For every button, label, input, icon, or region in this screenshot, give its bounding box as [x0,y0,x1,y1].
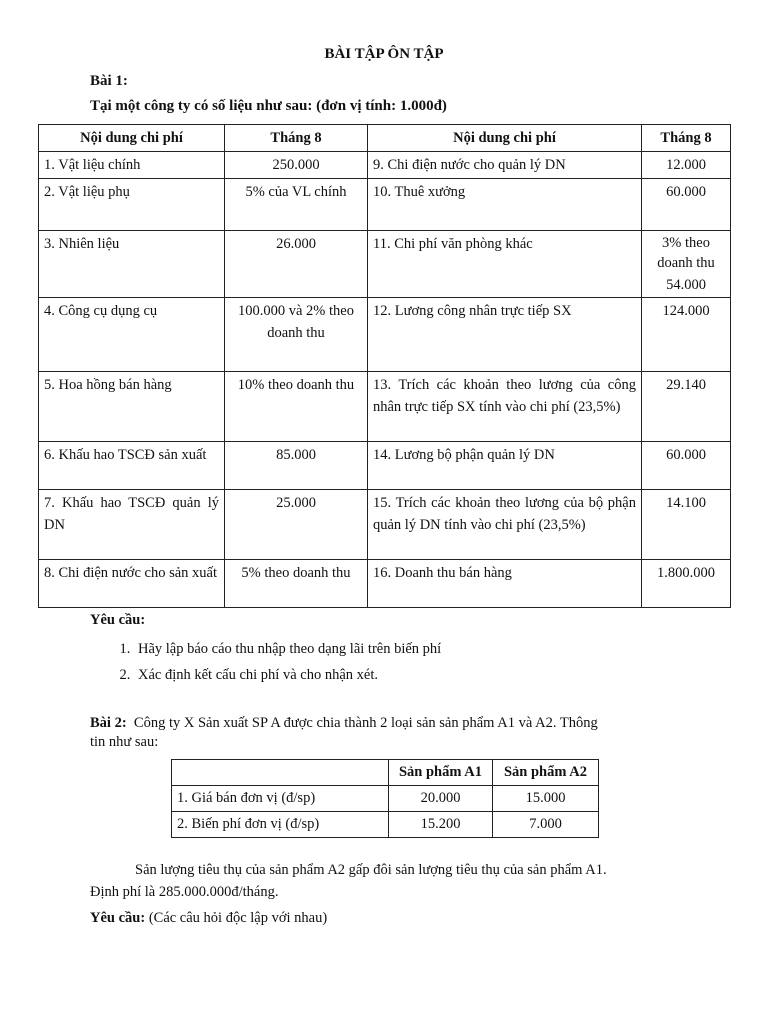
exercise-2-intro-cont: tin như sau: [90,734,159,750]
exercise-1-requirements-label: Yêu cầu: [90,612,146,628]
cost-value: 26.000 [225,231,368,298]
table-row [39,298,731,372]
cell-value: 7.000 [493,812,599,838]
table-row [39,179,731,231]
cost-value: 60.000 [642,179,731,231]
col-header-product-a2: Sản phẩm A2 [493,760,599,786]
cost-value: 5% của VL chính [225,179,368,231]
cost-value: 250.000 [225,152,368,179]
cost-value-amount: 54.000 [666,277,706,293]
cost-value: 25.000 [225,490,368,560]
exercise-2-requirements [90,910,327,927]
exercise-2-heading: Bài 2: [90,715,127,731]
table-row [172,786,599,812]
cost-item: 15. Trích các khoản theo lương của bộ phận quản lý DN tính vào chi phí (23,5%) [368,490,642,560]
cell-value: 15.200 [389,812,493,838]
exercise-1-heading: Bài 1: [90,73,128,89]
cost-item: 9. Chi điện nước cho quản lý DN [368,152,642,179]
cost-item: 14. Lương bộ phận quản lý DN [368,442,642,490]
cost-value: 5% theo doanh thu [225,560,368,608]
cost-item: 3. Nhiên liệu [39,231,225,298]
cost-item: 10. Thuê xưởng [368,179,642,231]
cost-value-rate: 3% theo doanh thu [657,235,715,271]
table-row [39,231,731,298]
cost-value: 100.000 và 2% theo doanh thu [225,298,368,372]
exercise-2-requirements-note: (Các câu hỏi độc lập với nhau) [148,910,328,926]
col-header-cost-item: Nội dung chi phí [39,125,225,152]
cost-item: 1. Vật liệu chính [39,152,225,179]
list-item: 2. Xác định kết cấu chi phí và cho nhận xét. [134,662,441,688]
table-header-row [172,760,599,786]
cost-value: 60.000 [642,442,731,490]
cell-value: 20.000 [389,786,493,812]
col-header-month: Tháng 8 [225,125,368,152]
row-label: 1. Giá bán đơn vị (đ/sp) [172,786,389,812]
table-header-row [39,125,731,152]
cost-item: 11. Chi phí văn phòng khác [368,231,642,298]
table-row [39,372,731,442]
col-header-product-a1: Sản phẩm A1 [389,760,493,786]
cost-value: 14.100 [642,490,731,560]
table-row [39,442,731,490]
table-row [39,560,731,608]
cost-item: 8. Chi điện nước cho sản xuất [39,560,225,608]
row-label: 2. Biến phí đơn vị (đ/sp) [172,812,389,838]
cost-value: 10% theo doanh thu [225,372,368,442]
cost-value: 85.000 [225,442,368,490]
cost-item: 6. Khấu hao TSCĐ sản xuất [39,442,225,490]
exercise-1-intro: Tại một công ty có số liệu như sau: (đơn vị tính: 1.000đ) [90,98,447,114]
col-header-empty [172,760,389,786]
cost-item: 16. Doanh thu bán hàng [368,560,642,608]
cost-value: 29.140 [642,372,731,442]
exercise-2-paragraph-cont: Định phí là 285.000.000đ/tháng. [90,884,279,900]
cost-item: 2. Vật liệu phụ [39,179,225,231]
exercise-2-intro [90,712,690,734]
table-row [39,490,731,560]
exercise-1-requirements-list [110,636,441,688]
exercise-2-paragraph: Sản lượng tiêu thụ của sản phẩm A2 gấp đôi sản lượng tiêu thụ của sản phẩm A1. [135,862,607,878]
cost-item: 13. Trích các khoản theo lương của công nhân trực tiếp SX tính vào chi phí (23,5%) [368,372,642,442]
list-item: 1. Hãy lập báo cáo thu nhập theo dạng lãi trên biến phí [134,636,441,662]
product-table [171,759,599,838]
cost-item: 4. Công cụ dụng cụ [39,298,225,372]
col-header-cost-item: Nội dung chi phí [368,125,642,152]
cost-value: 124.000 [642,298,731,372]
exercise-2-intro-text: Công ty X Sản xuất SP A được chia thành 2 loại sản sản phẩm A1 và A2. Thông [133,715,598,731]
table-row [39,152,731,179]
cell-value: 15.000 [493,786,599,812]
cost-value: 1.800.000 [642,560,731,608]
exercise-2-requirements-label: Yêu cầu: [90,910,146,926]
cost-item: 7. Khấu hao TSCĐ quản lý DN [39,490,225,560]
table-row [172,812,599,838]
page-title: BÀI TẬP ÔN TẬP [324,46,444,62]
cost-value [642,231,731,298]
cost-item: 5. Hoa hồng bán hàng [39,372,225,442]
col-header-month: Tháng 8 [642,125,731,152]
cost-table [38,124,731,608]
cost-item: 12. Lương công nhân trực tiếp SX [368,298,642,372]
cost-value: 12.000 [642,152,731,179]
